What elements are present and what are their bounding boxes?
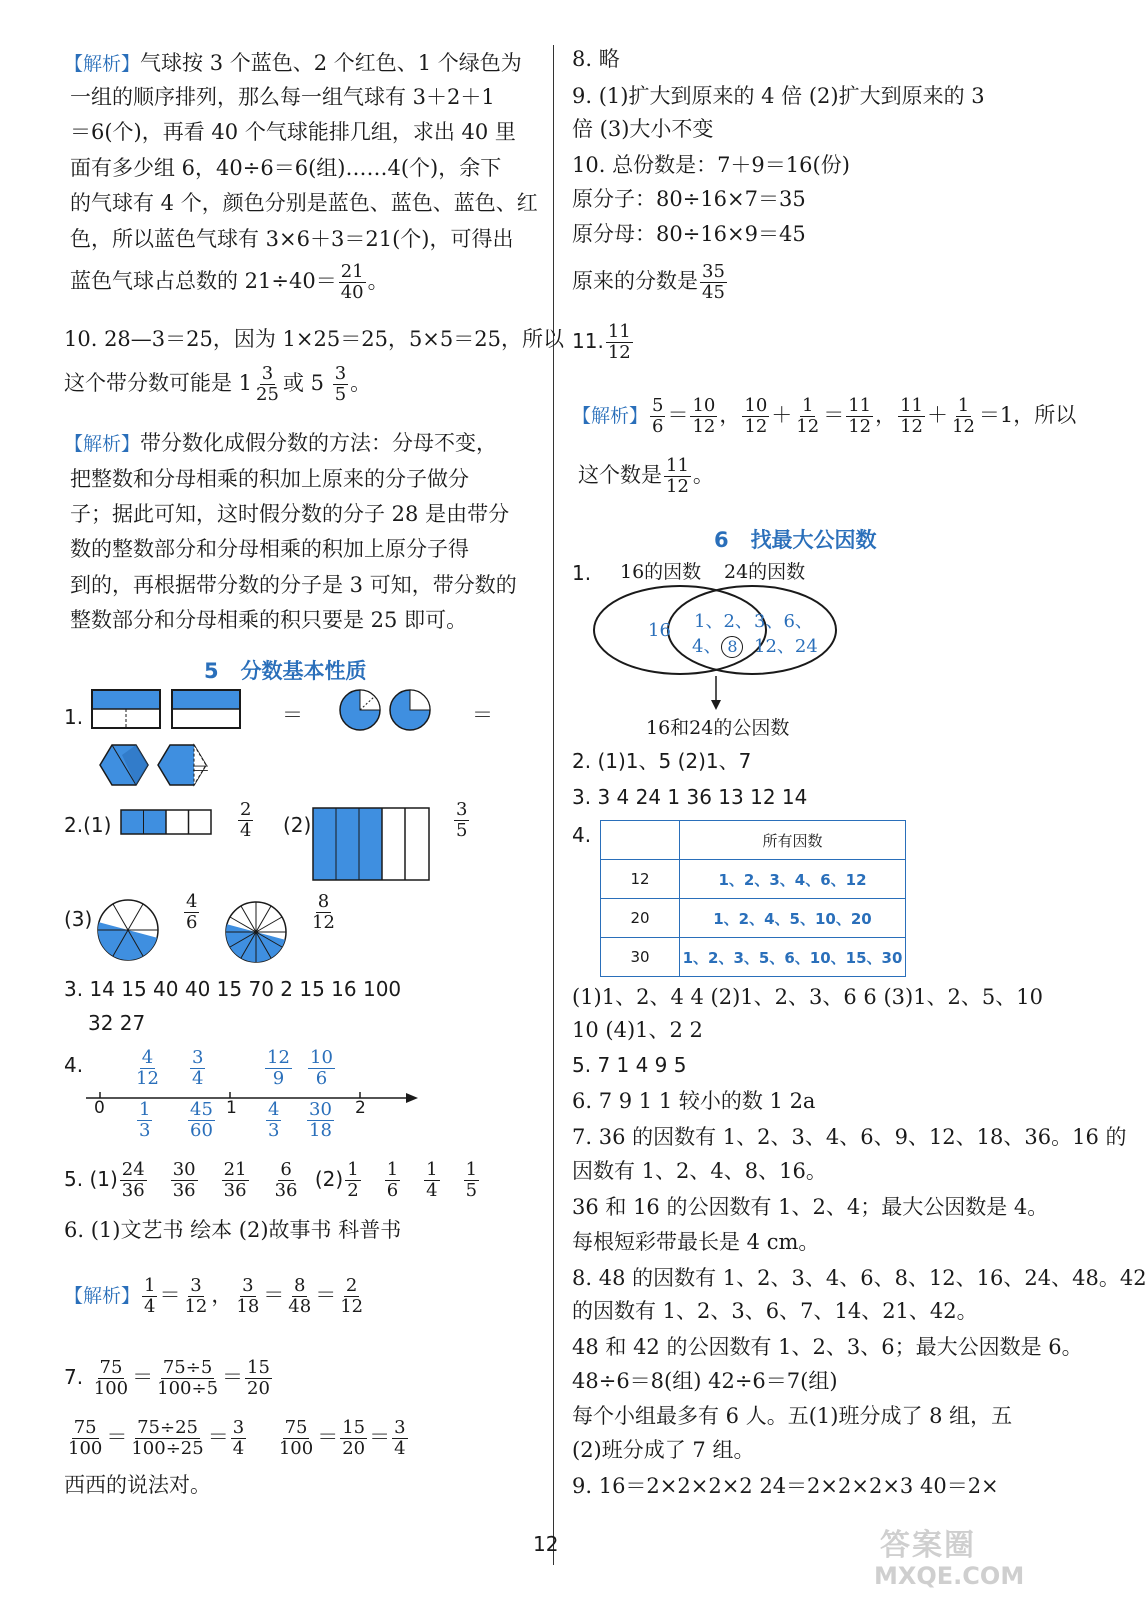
circle-wedge-2 <box>410 690 430 710</box>
page-number: 12 <box>533 1532 559 1556</box>
nl-top-frac: $\frac{12}{9}$ <box>267 1047 290 1089</box>
table-row: 20 1、2、4、5、10、20 <box>601 899 906 938</box>
q2-answer-3a: $\frac{4}{6}$ <box>186 891 198 933</box>
venn-left-title: 16的因数 <box>620 561 702 583</box>
fraction: $\frac{21}{40}$ <box>340 261 364 303</box>
tick-label: 2 <box>355 1098 366 1118</box>
analysis-conclusion: 这个数是 $\frac{11}{12}$ 。 <box>578 455 714 497</box>
q7-line-2: $\frac{75}{100}$ ＝ $\frac{75\div 25}{100\div 25}$ ＝ $\frac{3}{4}$ $\frac{75}{100}$ ＝ $\frac{15}{20}$ ＝ $\frac{3}{4}$ <box>68 1417 406 1459</box>
nl-bottom-frac: $\frac{4}{3}$ <box>268 1099 280 1141</box>
venn-common: 1、2、 <box>694 611 753 632</box>
q7-line-1: 7. $\frac{75}{100}$ ＝ $\frac{75\div 5}{100\div 5}$ ＝ $\frac{15}{20}$ <box>64 1357 270 1399</box>
nl-bottom-frac: $\frac{30}{18}$ <box>309 1099 332 1141</box>
fraction-line: 蓝色气球占总数的 21÷40＝ $\frac{21}{40}$ 。 <box>70 261 389 303</box>
analysis-paragraph-2: 【解析】带分数化成假分数的方法：分母不变， <box>64 431 498 455</box>
venn-right-title: 24的因数 <box>724 561 806 583</box>
fraction: $\frac{3}{5}$ <box>334 363 347 405</box>
q10-line: 10. 28—3＝25，因为 1×25＝25，5×5＝25，所以 <box>64 327 564 351</box>
venn-common-2: 4、 8 <box>692 632 743 658</box>
analysis-paragraph-1: 【解析】气球按 3 个蓝色、2 个红色、1 个绿色为 <box>64 51 522 75</box>
nl-top-frac: $\frac{10}{6}$ <box>310 1047 333 1089</box>
analysis-paragraph-4: 【解析】 $\frac{5}{6}$ ＝ $\frac{10}{12}$ ， $\frac{10}{12}$ ＋ $\frac{1}{12}$ ＝ $\frac{11}{12}$ ， $\frac{11}{12}$ ＋ $\frac{1}{12}$ ＝1，所以 <box>572 395 1077 437</box>
equals-sign: ＝ <box>472 703 493 727</box>
analysis-paragraph-3: 【解析】 $\frac{1}{4}$ ＝ $\frac{3}{12}$ ， $\frac{3}{18}$ ＝ $\frac{8}{48}$ ＝ $\frac{2}{12}$ <box>64 1275 364 1317</box>
q2-circle-1 <box>96 898 162 964</box>
rect-fill-1 <box>93 691 159 709</box>
nl-bottom-frac: $\frac{45}{60}$ <box>190 1099 213 1141</box>
fraction: $\frac{3}{25}$ <box>256 363 279 405</box>
q6-line: 6. (1)文艺书 绘本 (2)故事书 科普书 <box>64 1218 402 1242</box>
q2-bar-2 <box>312 806 432 882</box>
table-row: 12 1、2、3、4、6、12 <box>601 860 906 899</box>
q2-answer-3b: $\frac{8}{12}$ <box>312 891 335 933</box>
section-heading-6: 6 找最大公因数 <box>714 528 877 552</box>
table-header: 所有因数 <box>680 821 906 860</box>
q2-circle-2 <box>224 900 290 966</box>
equals-sign: ＝ <box>190 757 211 781</box>
table-row: 30 1、2、3、5、6、10、15、30 <box>601 938 906 977</box>
watermark-url: MXQE.COM <box>874 1562 1025 1590</box>
q2-answer-1: $\frac{2}{4}$ <box>240 799 252 841</box>
table-corner <box>601 821 680 860</box>
analysis-tag: 【解析】 <box>64 53 141 75</box>
venn-left-only: 16 <box>648 620 671 641</box>
nl-top-frac: $\frac{3}{4}$ <box>192 1047 204 1089</box>
q10-mixed-line: 这个带分数可能是 1 $\frac{3}{25}$ 或 5 $\frac{3}{5}$ 。 <box>64 363 372 405</box>
q2-bar-1 <box>120 808 214 836</box>
q11-answer: 11. $\frac{11}{12}$ <box>572 321 631 363</box>
tick-label: 0 <box>94 1098 105 1118</box>
watermark: 答案圈 <box>880 1528 976 1563</box>
circled-gcf: 8 <box>721 636 743 658</box>
q2-answer-2: $\frac{3}{5}$ <box>456 799 468 841</box>
q5-line: 5. (1) $\frac{24}{36}$ $\frac{30}{36}$ $\frac{21}{36}$ $\frac{6}{36}$ (2) $\frac{1}{2}$ $\frac{1}{6}$ $\frac{1}{4}$ $\frac{1}{5}$ <box>64 1159 478 1201</box>
factor-table <box>600 820 906 977</box>
nl-bottom-frac: $\frac{1}{3}$ <box>139 1099 151 1141</box>
q10-answer: 原来的分数是 $\frac{35}{45}$ <box>572 261 725 303</box>
equals-sign: ＝ <box>282 703 303 727</box>
tick-label: 1 <box>226 1098 237 1118</box>
section-heading-5: 5 分数基本性质 <box>204 659 367 683</box>
rect-fill-2 <box>173 691 239 709</box>
venn-right-only: 3、6、 <box>754 611 813 632</box>
q2-label: 2.(1) <box>64 813 112 837</box>
column-divider <box>553 45 554 1565</box>
arrow-head <box>711 700 721 710</box>
venn-caption: 16和24的公因数 <box>646 717 790 739</box>
nl-top-frac: $\frac{4}{12}$ <box>136 1047 159 1089</box>
